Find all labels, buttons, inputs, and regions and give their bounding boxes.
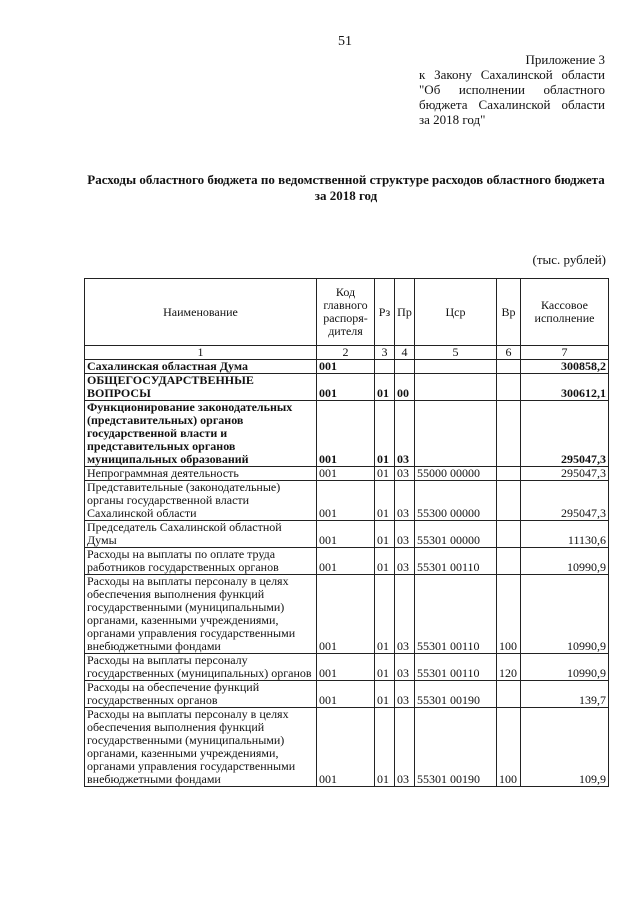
header-code: Код главного распоря-дителя [317,279,375,346]
column-number: 5 [415,346,497,360]
appendix-line-4: бюджета Сахалинской области [419,97,605,112]
page-number: 51 [338,34,352,49]
row-rz-cell: 01 [375,654,395,681]
table-row [85,401,609,467]
header-amount: Кассовое исполнение [521,279,609,346]
row-vr-cell: 100 [497,708,521,787]
row-vr-cell [497,401,521,467]
table-row [85,708,609,787]
row-pr-cell: 03 [395,521,415,548]
row-amount-cell: 10990,9 [521,654,609,681]
row-vr-cell: 120 [497,654,521,681]
row-csr-cell [415,374,497,401]
row-vr-cell [497,374,521,401]
table-row [85,654,609,681]
row-csr-cell: 55301 00110 [415,654,497,681]
column-number: 6 [497,346,521,360]
row-vr-cell [497,548,521,575]
row-amount-cell: 10990,9 [521,575,609,654]
column-number: 4 [395,346,415,360]
table-row [85,360,609,374]
row-amount-cell: 139,7 [521,681,609,708]
row-csr-cell: 55301 00110 [415,548,497,575]
row-name-cell: ОБЩЕГОСУДАРСТВЕННЫЕ ВОПРОСЫ [85,374,317,401]
row-rz-cell: 01 [375,708,395,787]
row-pr-cell: 03 [395,401,415,467]
expenditure-table [84,278,609,787]
appendix-line-2: к Закону Сахалинской области [419,67,605,82]
row-code-cell: 001 [317,654,375,681]
header-csr: Цср [415,279,497,346]
row-name-cell: Расходы на выплаты персоналу в целях обеспечения выполнения функций государственными (муниципальными) органами, казенными учреждениями, органами управления государственными внебюджетными фондами [85,708,317,787]
row-name-cell: Председатель Сахалинской областной Думы [85,521,317,548]
row-code-cell: 001 [317,575,375,654]
row-vr-cell [497,521,521,548]
row-amount-cell: 295047,3 [521,467,609,481]
row-rz-cell: 01 [375,521,395,548]
row-vr-cell [497,681,521,708]
title-line-2: за 2018 год [314,188,378,203]
row-pr-cell: 03 [395,575,415,654]
header-pr: Пр [395,279,415,346]
row-name-cell: Расходы на обеспечение функций государственных органов [85,681,317,708]
row-amount-cell: 11130,6 [521,521,609,548]
row-vr-cell [497,360,521,374]
row-name-cell: Представительные (законодательные) органы государственной власти Сахалинской области [85,481,317,521]
row-pr-cell: 03 [395,548,415,575]
row-code-cell: 001 [317,708,375,787]
units-label: (тыс. рублей) [532,252,606,267]
row-csr-cell [415,401,497,467]
row-vr-cell [497,467,521,481]
title-line-1: Расходы областного бюджета по ведомственной структуре расходов областного бюджета [87,172,605,187]
row-csr-cell: 55301 00110 [415,575,497,654]
table-row [85,467,609,481]
column-number-row [85,346,609,360]
row-pr-cell: 00 [395,374,415,401]
row-pr-cell: 03 [395,654,415,681]
table-row [85,521,609,548]
header-name: Наименование [85,279,317,346]
row-name-cell: Расходы на выплаты персоналу в целях обеспечения выполнения функций государственными (муниципальными) органами, казенными учреждениями, органами управления государственными внебюджетными фондами [85,575,317,654]
row-code-cell: 001 [317,401,375,467]
column-number: 1 [85,346,317,360]
row-csr-cell [415,360,497,374]
row-pr-cell: 03 [395,681,415,708]
row-name-cell: Расходы на выплаты по оплате труда работников государственных органов [85,548,317,575]
row-rz-cell: 01 [375,575,395,654]
row-name-cell: Расходы на выплаты персоналу государственных (муниципальных) органов [85,654,317,681]
row-rz-cell: 01 [375,374,395,401]
row-vr-cell [497,481,521,521]
header-rz: Рз [375,279,395,346]
row-name-cell: Непрограммная деятельность [85,467,317,481]
row-csr-cell: 55301 00000 [415,521,497,548]
row-code-cell: 001 [317,521,375,548]
table-row [85,481,609,521]
table-header-row [85,279,609,346]
table-body [85,360,609,787]
row-amount-cell: 300612,1 [521,374,609,401]
row-rz-cell: 01 [375,401,395,467]
row-rz-cell: 01 [375,548,395,575]
row-name-cell: Сахалинская областная Дума [85,360,317,374]
row-rz-cell [375,360,395,374]
row-rz-cell: 01 [375,681,395,708]
table-row [85,575,609,654]
row-code-cell: 001 [317,374,375,401]
row-amount-cell: 10990,9 [521,548,609,575]
row-pr-cell: 03 [395,708,415,787]
row-code-cell: 001 [317,467,375,481]
row-vr-cell: 100 [497,575,521,654]
appendix-line-3: "Об исполнении областного [419,82,605,97]
row-amount-cell: 109,9 [521,708,609,787]
column-number: 7 [521,346,609,360]
document-title [84,172,608,204]
row-code-cell: 001 [317,681,375,708]
row-amount-cell: 300858,2 [521,360,609,374]
appendix-block [419,52,605,127]
column-number: 3 [375,346,395,360]
row-code-cell: 001 [317,360,375,374]
row-name-cell: Функционирование законодательных (представительных) органов государственной власти и представительных органов муниципальных образований [85,401,317,467]
row-amount-cell: 295047,3 [521,481,609,521]
row-amount-cell: 295047,3 [521,401,609,467]
table-row [85,374,609,401]
row-code-cell: 001 [317,481,375,521]
row-code-cell: 001 [317,548,375,575]
row-rz-cell: 01 [375,467,395,481]
table-row [85,548,609,575]
row-csr-cell: 55000 00000 [415,467,497,481]
row-rz-cell: 01 [375,481,395,521]
row-csr-cell: 55301 00190 [415,681,497,708]
row-pr-cell [395,360,415,374]
appendix-line-1: Приложение 3 [525,52,605,67]
table-row [85,681,609,708]
row-csr-cell: 55301 00190 [415,708,497,787]
appendix-line-5: за 2018 год" [419,112,486,127]
header-vr: Вр [497,279,521,346]
row-csr-cell: 55300 00000 [415,481,497,521]
row-pr-cell: 03 [395,481,415,521]
row-pr-cell: 03 [395,467,415,481]
column-number: 2 [317,346,375,360]
